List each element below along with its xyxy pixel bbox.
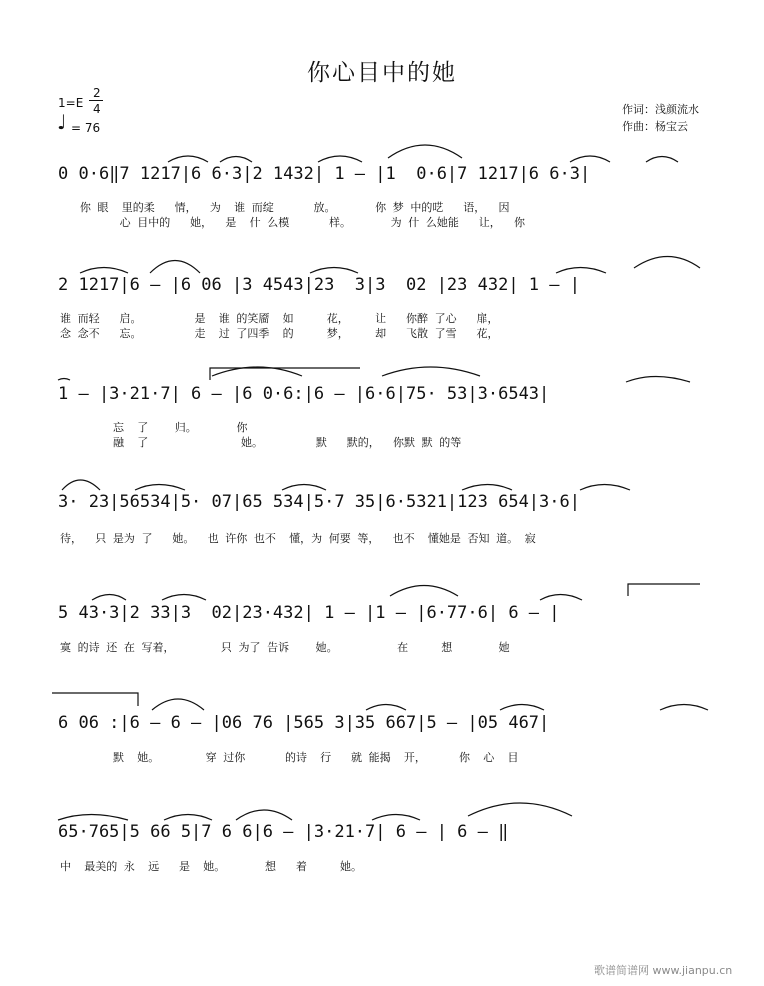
notation-line-6: 6 06 :|6 – 6 – |06 76 |565 3|35 667|5 – |05 467| bbox=[58, 713, 550, 733]
tie-arc bbox=[212, 367, 302, 376]
tie-arc bbox=[236, 810, 292, 820]
tie-continuation bbox=[58, 379, 70, 381]
slur bbox=[580, 485, 630, 491]
notation-line-1: 0 0·6‖7 1217|6 6·3|2 1432| 1 – |1 0·6|7 1217|6 6·3| bbox=[58, 164, 591, 184]
lyrics-line-1-verse-1: 你 眼 里的柔 情， 为 谁 而绽 放。 你 梦 中的呓 语， 因 bbox=[60, 201, 510, 214]
lyrics-line-2-verse-2: 念 念不 忘。 走 过 了四季 的 梦， 却 飞散 了雪 花， bbox=[60, 327, 499, 340]
slur bbox=[80, 268, 128, 274]
slur bbox=[626, 377, 690, 383]
notation-system-1 bbox=[0, 164, 764, 234]
slur bbox=[372, 815, 420, 821]
tie-arc bbox=[388, 145, 462, 158]
quarter-note-icon: ♩ bbox=[57, 110, 67, 134]
slur bbox=[58, 815, 128, 821]
slur bbox=[310, 268, 358, 274]
tie-arc bbox=[468, 803, 572, 816]
slur bbox=[646, 157, 678, 163]
tie-arc bbox=[634, 257, 700, 269]
notation-line-7: 65·765|5 66 5|7 6 6|6 – |3·21·7| 6 – | 6 – ‖ bbox=[58, 822, 509, 842]
slur bbox=[366, 705, 406, 711]
tie-arc bbox=[152, 699, 204, 710]
lyrics-line-2-verse-1: 谁 而轻 启。 是 谁 的笑靥 如 花， 让 你醉 了心 扉， bbox=[60, 312, 499, 325]
volta-bracket-1 bbox=[210, 368, 360, 380]
slur bbox=[540, 595, 582, 601]
lyrics-line-1-verse-2: 心 目中的 她， 是 什 么模 样。 为 什 么她能 让， 你 bbox=[60, 216, 526, 229]
notation-line-2: 2 1217|6 – |6 06 |3 4543|23 3|3 02 |23 432| 1 – | bbox=[58, 275, 580, 295]
volta-bracket-2 bbox=[628, 584, 700, 596]
slur bbox=[282, 485, 326, 491]
notation-system-7 bbox=[0, 822, 764, 882]
slur bbox=[556, 268, 606, 274]
notation-line-5: 5 43·3|2 33|3 02|23·432| 1 – |1 – |6·77·6| 6 – | bbox=[58, 603, 560, 623]
time-signature-bottom: 4 bbox=[93, 102, 101, 116]
tempo-marking: = 76 bbox=[71, 121, 101, 135]
slur bbox=[62, 480, 100, 490]
volta-bracket-continuation bbox=[52, 693, 138, 706]
tie-arc bbox=[390, 586, 458, 597]
notation-system-4 bbox=[0, 492, 764, 552]
watermark: 歌谱简谱网 www.jianpu.cn bbox=[594, 964, 733, 977]
tie-arc bbox=[382, 367, 480, 376]
slur bbox=[92, 595, 126, 601]
tie-arc bbox=[150, 261, 200, 274]
song-title: 你心目中的她 bbox=[307, 60, 457, 86]
lyrics-line-6: 默 她。 穿 过你 的诗 行 就 能揭 开， 你 心 目 bbox=[60, 751, 519, 764]
slur bbox=[500, 705, 544, 711]
slur bbox=[660, 705, 708, 711]
slur bbox=[162, 595, 206, 601]
time-signature-bar bbox=[89, 100, 103, 101]
notation-line-4: 3· 23|56534|5· 07|65 534|5·7 35|6·5321|123 654|3·6| bbox=[58, 492, 580, 512]
lyricist-credit: 作词：浅颜流水 bbox=[622, 103, 699, 116]
slur bbox=[318, 156, 362, 162]
lyrics-line-3-verse-2: 融 了 她。 默 默的， 你默 默 的等 bbox=[60, 436, 462, 449]
notation-line-3: 1 – |3·21·7| 6 – |6 0·6:|6 – |6·6|75· 53|3·6543| bbox=[58, 384, 550, 404]
slur bbox=[462, 485, 512, 491]
composer-credit: 作曲：杨宝云 bbox=[622, 120, 688, 133]
slur bbox=[220, 157, 252, 163]
time-signature-top: 2 bbox=[93, 86, 101, 100]
notation-system-5 bbox=[0, 603, 764, 663]
lyrics-line-3-verse-1: 忘 了 归。 你 bbox=[60, 421, 248, 434]
slur bbox=[164, 815, 212, 821]
slur bbox=[168, 156, 208, 162]
slur bbox=[570, 156, 610, 162]
slur bbox=[135, 485, 185, 491]
lyrics-line-4: 待， 只 是为 了 她。 也 许你 也不 懂，为 何要 等， 也不 懂她是 否知 道。 寂 bbox=[60, 532, 536, 545]
lyrics-line-5: 寞 的诗 还 在 写着， 只 为了 告诉 她。 在 想 她 bbox=[60, 641, 510, 654]
notation-system-6 bbox=[0, 713, 764, 773]
notation-system-3 bbox=[0, 384, 764, 454]
key-signature: 1=E bbox=[58, 96, 84, 110]
notation-system-2 bbox=[0, 275, 764, 345]
lyrics-line-7: 中 最美的 永 远 是 她。 想 着 她。 bbox=[60, 860, 362, 873]
